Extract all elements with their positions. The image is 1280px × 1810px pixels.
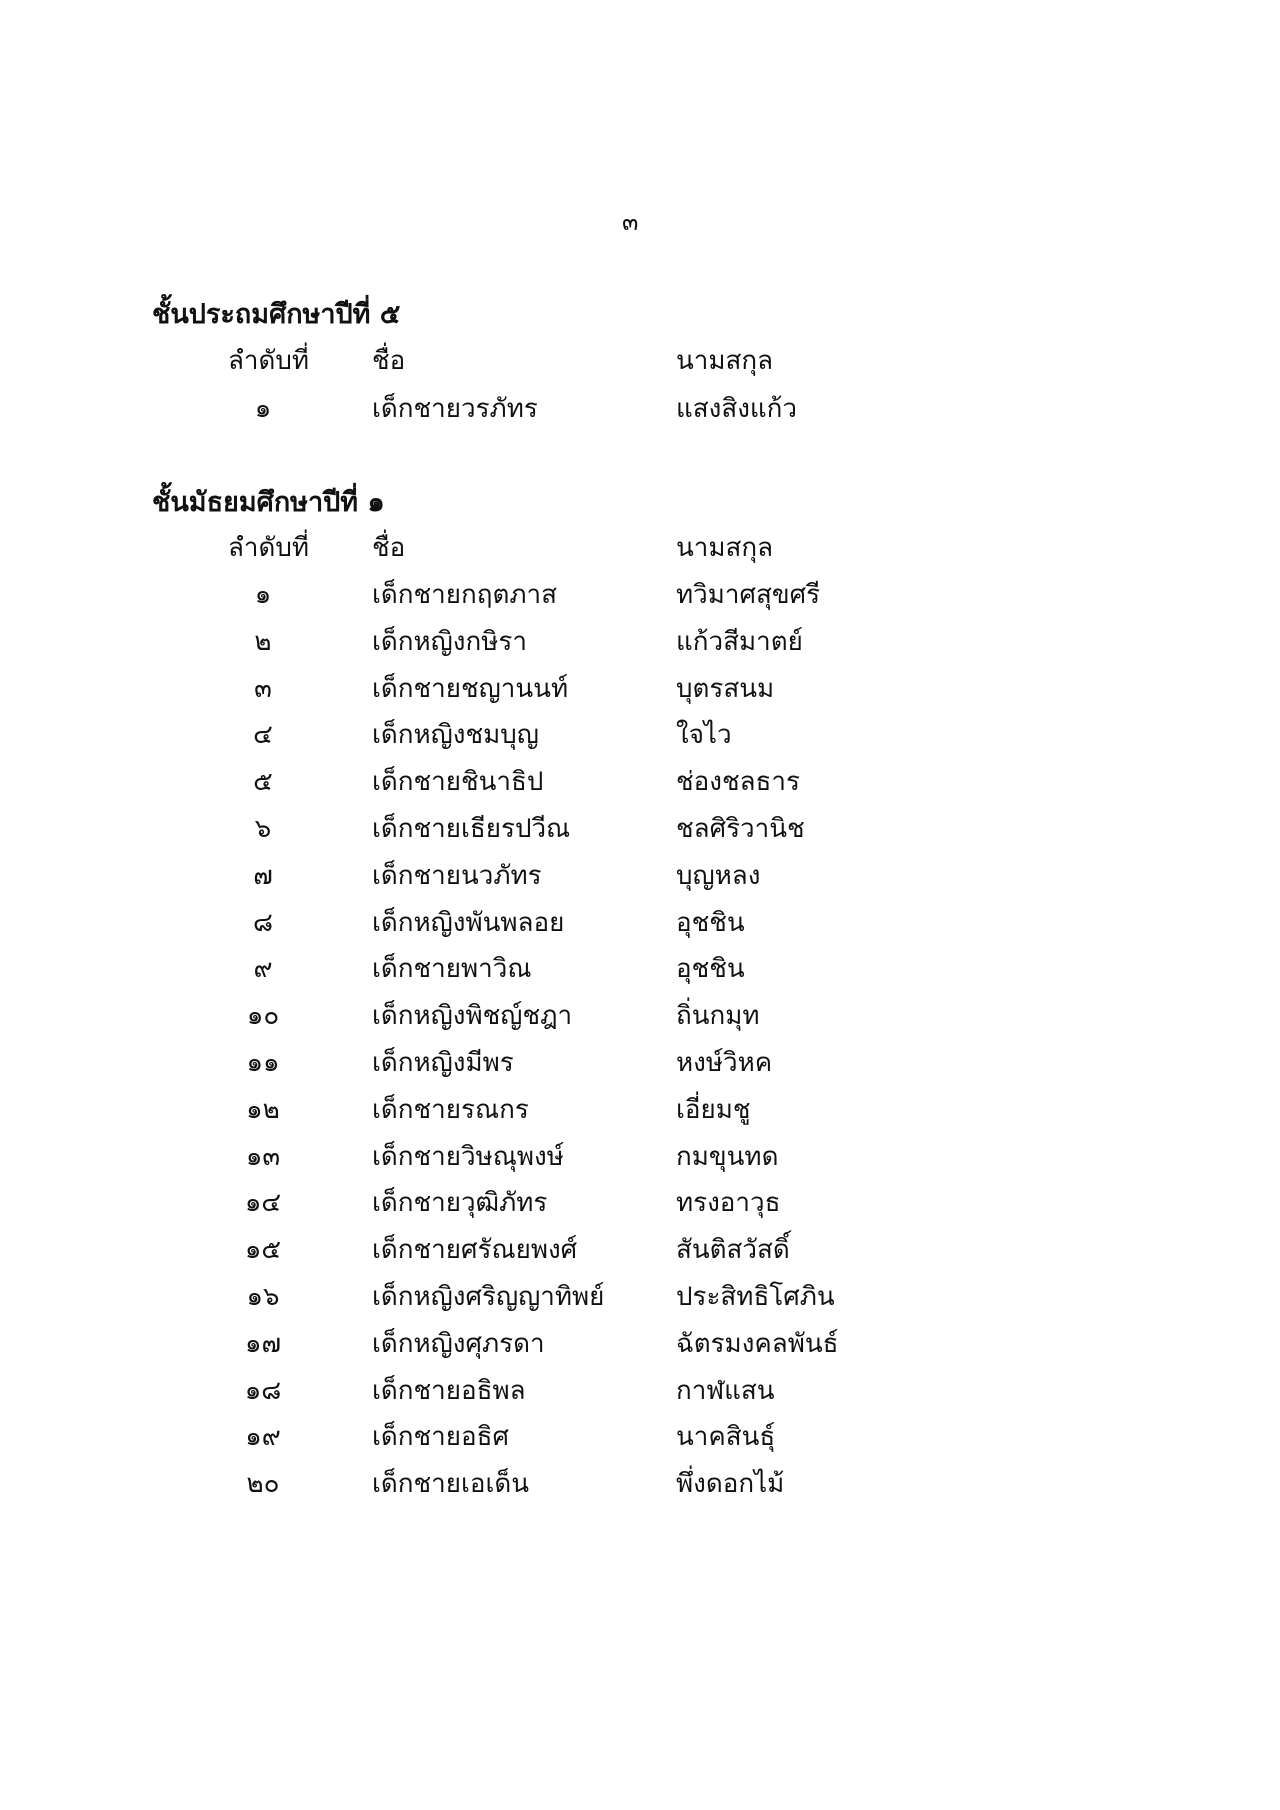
row-number: ๑ xyxy=(254,580,272,610)
table-row xyxy=(0,1229,1280,1275)
table-row xyxy=(0,388,1280,434)
row-number: ๑๖ xyxy=(246,1282,280,1312)
last-name: บุญหลง xyxy=(676,860,761,891)
first-name: เด็กหญิงกษิรา xyxy=(372,626,527,657)
last-name: กมขุนทด xyxy=(676,1141,779,1172)
row-number: ๑๑ xyxy=(246,1048,280,1078)
table-row xyxy=(0,714,1280,760)
first-name: เด็กหญิงศริญญาทิพย์ xyxy=(372,1282,605,1312)
row-number: ๒๐ xyxy=(246,1469,280,1500)
last-name: สันติสวัสดิ์ xyxy=(676,1235,790,1266)
row-number: ๗ xyxy=(253,860,273,891)
header-first-name: ชื่อ xyxy=(372,533,406,563)
row-number: ๙ xyxy=(253,954,273,985)
first-name: เด็กชายกฤตภาส xyxy=(372,580,557,610)
last-name: พึ่งดอกไม้ xyxy=(676,1469,785,1500)
table-row xyxy=(0,1463,1280,1509)
table-row xyxy=(0,1089,1280,1135)
table-header xyxy=(0,527,1280,573)
last-name: ใจไว xyxy=(676,720,732,751)
row-number: ๑๔ xyxy=(244,1188,282,1219)
first-name: เด็กหญิงมีพร xyxy=(372,1048,514,1078)
table-row xyxy=(0,1182,1280,1228)
first-name: เด็กหญิงชมบุญ xyxy=(372,720,539,751)
table-row xyxy=(0,668,1280,714)
last-name: ทรงอาวุธ xyxy=(676,1188,781,1219)
last-name: กาฬแสน xyxy=(676,1375,775,1406)
table-row xyxy=(0,1370,1280,1416)
header-no: ลำดับที่ xyxy=(228,533,310,563)
header-no: ลำดับที่ xyxy=(228,346,310,376)
first-name: เด็กชายอธิศ xyxy=(372,1422,509,1453)
row-number: ๕ xyxy=(253,767,273,798)
row-number: ๑๕ xyxy=(244,1235,282,1266)
first-name: เด็กชายเธียรปวีณ xyxy=(372,814,571,844)
row-number: ๑๐ xyxy=(246,1001,280,1032)
last-name: หงษ์วิหค xyxy=(676,1048,773,1078)
row-number: ๖ xyxy=(254,814,272,844)
first-name: เด็กหญิงพันพลอย xyxy=(372,907,565,938)
table-row xyxy=(0,1042,1280,1088)
table-row xyxy=(0,902,1280,948)
last-name: ทวิมาศสุขศรี xyxy=(676,580,821,610)
header-first-name: ชื่อ xyxy=(372,346,406,376)
table-row xyxy=(0,1416,1280,1462)
row-number: ๑ xyxy=(254,394,272,424)
table-row xyxy=(0,1276,1280,1322)
row-number: ๓ xyxy=(254,673,272,704)
last-name: นาคสินธุ์ xyxy=(676,1422,776,1453)
table-row xyxy=(0,855,1280,901)
section-title-secondary-1: ชั้นมัธยมศึกษาปีที่ ๑ xyxy=(152,487,385,518)
header-last-name: นามสกุล xyxy=(676,346,774,376)
first-name: เด็กชายพาวิณ xyxy=(372,954,532,985)
section-title-primary-5: ชั้นประถมศึกษาปีที่ ๕ xyxy=(152,299,401,330)
row-number: ๔ xyxy=(253,720,273,751)
last-name: อุชชิน xyxy=(676,907,745,938)
table-row xyxy=(0,995,1280,1041)
last-name: ถิ่นกมุท xyxy=(676,1001,760,1032)
first-name: เด็กชายเอเด็น xyxy=(372,1469,530,1500)
last-name: ชลศิริวานิช xyxy=(676,814,805,844)
first-name: เด็กชายวิษณุพงษ์ xyxy=(372,1141,564,1172)
last-name: ช่องชลธาร xyxy=(676,767,800,798)
first-name: เด็กชายรณกร xyxy=(372,1094,529,1125)
row-number: ๘ xyxy=(252,907,274,938)
last-name: แก้วสีมาตย์ xyxy=(676,626,803,657)
first-name: เด็กชายชินาธิป xyxy=(372,767,544,798)
row-number: ๑๒ xyxy=(246,1094,280,1125)
row-number: ๑๗ xyxy=(244,1328,282,1359)
page-number: ๓ xyxy=(622,208,639,236)
table-row xyxy=(0,1323,1280,1369)
header-last-name: นามสกุล xyxy=(676,533,774,563)
row-number: ๑๓ xyxy=(245,1141,281,1172)
table-row xyxy=(0,1136,1280,1182)
row-number: ๑๙ xyxy=(245,1422,281,1453)
table-row xyxy=(0,808,1280,854)
last-name: บุตรสนม xyxy=(676,673,775,704)
last-name: อุชชิน xyxy=(676,954,745,985)
last-name: ฉัตรมงคลพันธ์ xyxy=(676,1328,839,1359)
first-name: เด็กหญิงพิชญ์ชฎา xyxy=(372,1001,573,1032)
first-name: เด็กชายนวภัทร xyxy=(372,860,542,891)
first-name: เด็กชายอธิพล xyxy=(372,1375,526,1406)
last-name: เอี่ยมชู xyxy=(676,1094,751,1125)
last-name: ประสิทธิโศภิน xyxy=(676,1282,835,1312)
table-row xyxy=(0,621,1280,667)
table-row xyxy=(0,948,1280,994)
last-name: แสงสิงแก้ว xyxy=(676,394,797,424)
table-row xyxy=(0,574,1280,620)
row-number: ๑๘ xyxy=(244,1375,282,1406)
first-name: เด็กชายวุฒิภัทร xyxy=(372,1188,548,1219)
first-name: เด็กชายชญานนท์ xyxy=(372,673,569,704)
table-row xyxy=(0,761,1280,807)
table-header xyxy=(0,340,1280,386)
first-name: เด็กชายศรัณยพงศ์ xyxy=(372,1235,578,1266)
first-name: เด็กชายวรภัทร xyxy=(372,394,538,424)
first-name: เด็กหญิงศุภรดา xyxy=(372,1328,545,1359)
row-number: ๒ xyxy=(254,626,272,657)
